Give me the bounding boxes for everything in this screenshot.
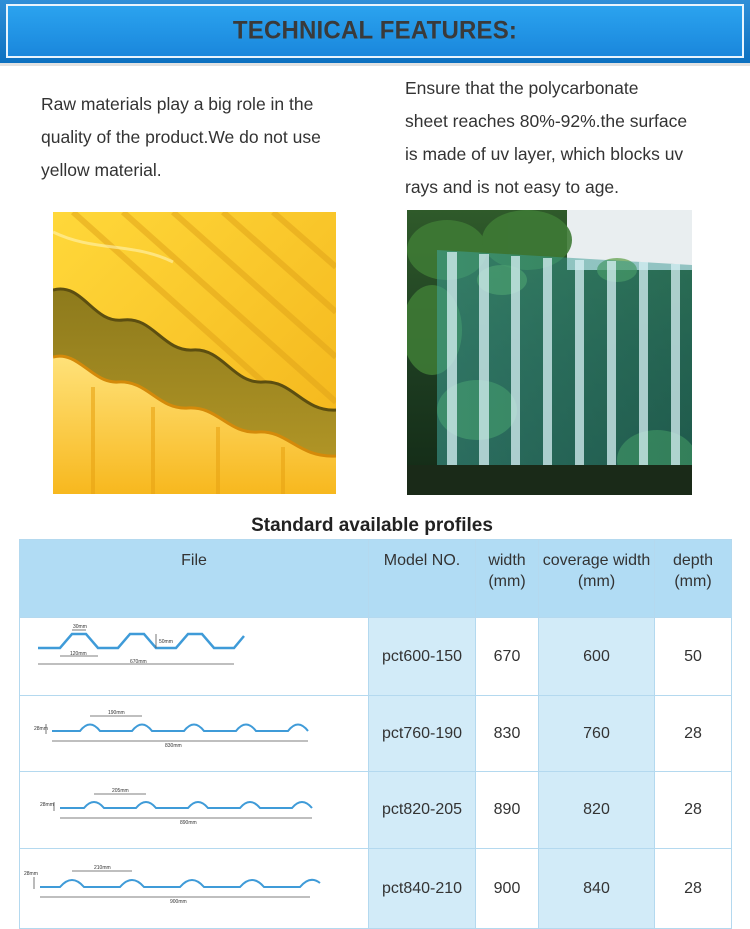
table-row <box>20 772 732 849</box>
table-header-row <box>20 540 732 618</box>
profile-pitch-label: 205mm <box>112 788 129 794</box>
header-banner <box>0 0 750 66</box>
column-header-coverage <box>539 540 655 618</box>
profile-pitch-label: 30mm <box>73 624 87 630</box>
width-cell: 670 <box>476 618 539 696</box>
yellow-sheet-illustration <box>53 212 336 494</box>
column-header-width-label: width (mm) <box>488 552 526 590</box>
profile-height-label: 50mm <box>159 639 173 645</box>
depth-cell: 28 <box>655 696 732 772</box>
column-header-model <box>369 540 476 618</box>
column-header-file-label: File <box>181 552 207 569</box>
column-header-file <box>20 540 369 618</box>
feature-text-uv-layer: Ensure that the polycarbonate sheet reaches 80%-92%.the surface is made of uv layer, which blocks uv rays and is not easy to age. <box>405 78 688 197</box>
column-header-width <box>476 540 539 618</box>
profile-drawing-cell <box>20 618 369 696</box>
profile-height-label: 28mm <box>40 802 54 808</box>
model-cell: pct600-150 <box>369 618 476 696</box>
profile-drawing-cell <box>20 696 369 772</box>
table-row <box>20 849 732 929</box>
column-header-model-label: Model NO. <box>383 552 461 569</box>
profile-height-label: 28mm <box>34 726 48 732</box>
column-header-coverage-label: coverage width (mm) <box>542 552 651 590</box>
coverage-cell: 840 <box>539 849 655 929</box>
header-banner-inner <box>6 4 744 58</box>
model-cell: pct820-205 <box>369 772 476 849</box>
coverage-cell: 760 <box>539 696 655 772</box>
wave-profile-diagram <box>20 849 369 928</box>
clear-corrugated-sheet-photo <box>407 210 692 495</box>
profile-drawing-cell <box>20 772 369 849</box>
table-row <box>20 618 732 696</box>
profiles-table <box>19 539 732 929</box>
profile-pitch-label: 210mm <box>94 865 111 871</box>
width-cell: 830 <box>476 696 539 772</box>
profile-base-label: 120mm <box>70 651 87 657</box>
yellow-corrugated-sheet-photo <box>53 212 336 494</box>
depth-cell: 28 <box>655 772 732 849</box>
profiles-table-title <box>0 515 750 537</box>
profiles-table-title-text: Standard available profiles <box>251 515 493 536</box>
page-title: TECHNICAL FEATURES: <box>232 16 518 45</box>
feature-text-materials: Raw materials play a big role in the quality of the product.We do not use yellow material. <box>41 94 321 180</box>
model-cell: pct760-190 <box>369 696 476 772</box>
trapezoid-profile-diagram <box>20 618 369 695</box>
coverage-cell: 600 <box>539 618 655 696</box>
profile-overall-label: 830mm <box>165 743 182 749</box>
model-cell: pct840-210 <box>369 849 476 929</box>
wave-profile-diagram <box>20 696 369 771</box>
profile-pitch-label: 190mm <box>108 710 125 716</box>
coverage-cell: 820 <box>539 772 655 849</box>
depth-cell: 50 <box>655 618 732 696</box>
header-divider <box>0 63 750 66</box>
table-row <box>20 696 732 772</box>
profile-overall-label: 670mm <box>130 659 147 665</box>
profile-overall-label: 900mm <box>170 899 187 905</box>
profile-overall-label: 890mm <box>180 820 197 826</box>
width-cell: 900 <box>476 849 539 929</box>
column-header-depth <box>655 540 732 618</box>
clear-sheet-illustration <box>407 210 692 495</box>
profile-drawing-cell <box>20 849 369 929</box>
profile-height-label: 28mm <box>24 871 38 877</box>
width-cell: 890 <box>476 772 539 849</box>
column-header-depth-label: depth (mm) <box>672 552 714 590</box>
wave-profile-diagram <box>20 772 369 848</box>
depth-cell: 28 <box>655 849 732 929</box>
